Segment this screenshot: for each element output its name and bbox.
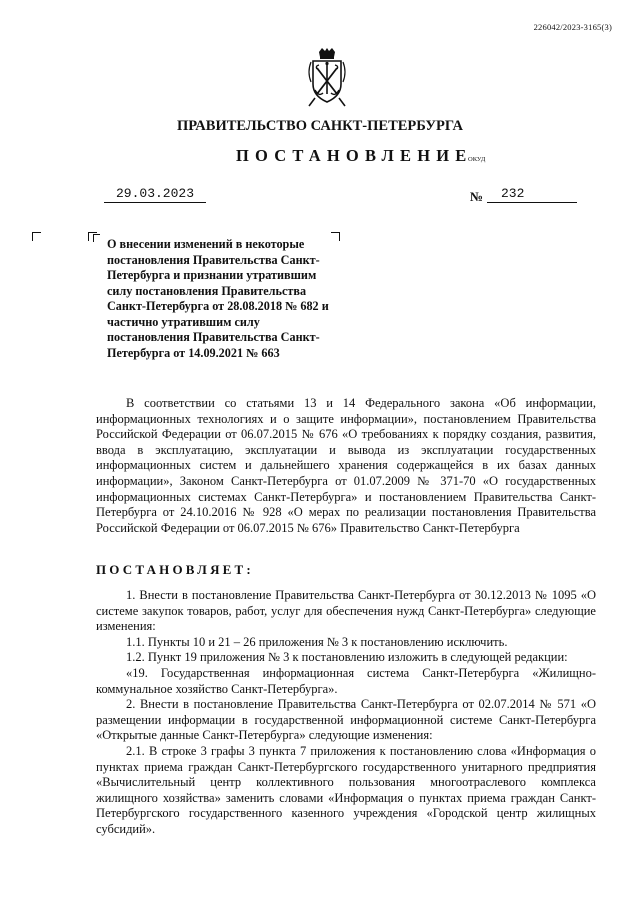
paragraph-2-1: 2.1. В строке 3 графы 3 пункта 7 приложения к постановлению слова «Информация о пунктах приема граждан Санкт-Петербургского государственного унитарного предприятия «Вычислительный центр коллективного пользования многоотраслевого комплекса жилищного хозяйства» заменить словами «Информация о пунктах приема граждан Санкт-Петербургского государственного казенного учреждения «Городской центр жилищных субсидий». <box>96 743 596 836</box>
preamble-text: В соответствии со статьями 13 и 14 Федерального закона «Об информации, информационных технологиях и о защите информации», постановлением Правительства Российской Федерации от 06.07.2015 № 676 «О требованиях к порядку создания, развития, ввода в эксплуатацию, эксплуатации и вывода из эксплуатации государственных информационных систем и дальнейшего хранения содержащейся в их базах данных информации», Законом Санкт-Петербурга от 01.07.2009 № 371-70 «О государственных информационных системах Санкт-Петербурга» и постановлением Правительства Санкт-Петербурга от 24.10.2016 № 928 «О мерах по реализации постановления Правительства Российской Федерации от 06.07.2015 № 676» Правительство Санкт-Петербурга <box>96 396 596 535</box>
coat-of-arms-icon <box>305 48 349 110</box>
document-date: 29.03.2023 <box>104 186 206 203</box>
paragraph-2: 2. Внести в постановление Правительства Санкт-Петербурга от 02.07.2014 № 571 «О размещении информации в государственной информационной системе Санкт-Петербурга «Открытые данные Санкт-Петербурга» следующие изменения: <box>96 697 596 743</box>
number-sign: № <box>470 189 484 204</box>
government-title: ПРАВИТЕЛЬСТВО САНКТ-ПЕТЕРБУРГА <box>177 118 463 134</box>
document-number: 232 <box>487 186 577 203</box>
paragraph-item-19: «19. Государственная информационная система Санкт-Петербурга «Жилищно-коммунальное хозяйство Санкт-Петербурга». <box>96 665 596 696</box>
registration-number: 226042/2023-3165(3) <box>533 22 612 32</box>
document-type-title: ПОСТАНОВЛЕНИЕ <box>236 146 473 165</box>
paragraph-1-1: 1.1. Пункты 10 и 21 – 26 приложения № 3 к постановлению исключить. <box>126 634 508 649</box>
decree-body <box>96 588 596 838</box>
preamble <box>96 396 596 536</box>
paragraph-1: 1. Внести в постановление Правительства Санкт-Петербурга от 30.12.2013 № 1095 «О системе закупок товаров, работ, услуг для обеспечения нужд Санкт-Петербурга» следующие изменения: <box>96 588 596 634</box>
resolves-heading: ПОСТАНОВЛЯЕТ: <box>96 562 254 577</box>
decree-subject: О внесении изменений в некоторые постановления Правительства Санкт-Петербурга и признании утратившим силу постановления Правительства Санкт-Петербурга от 28.08.2018 № 682 и частично утратившим силу постановления Правительства Санкт-Петербурга от 14.09.2021 № 663 <box>107 237 329 360</box>
okud-label: ОКУД <box>468 156 486 163</box>
corner-mark-left <box>32 232 41 241</box>
corner-mark-subject-left-inner <box>93 234 100 242</box>
paragraph-1-2: 1.2. Пункт 19 приложения № 3 к постановлению изложить в следующей редакции: <box>126 650 568 665</box>
